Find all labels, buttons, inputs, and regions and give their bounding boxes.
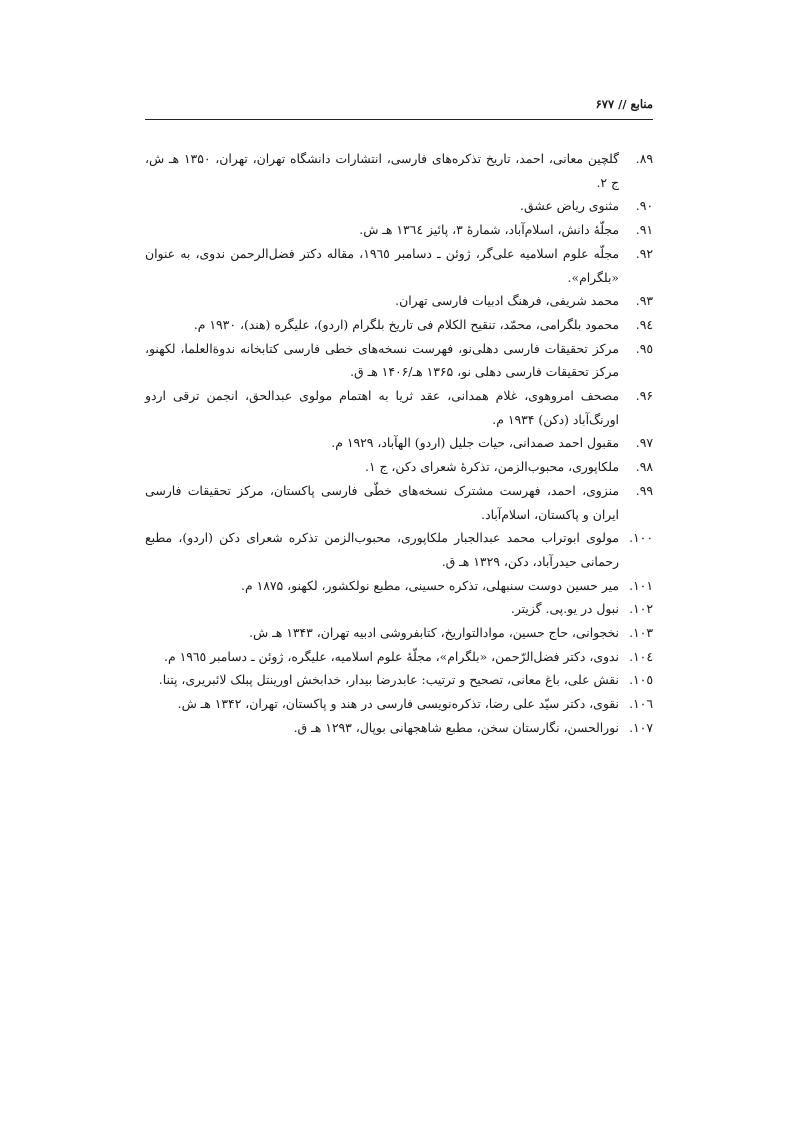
reference-number: ۹۲. xyxy=(635,245,653,261)
reference-item xyxy=(145,526,653,573)
reference-number: ۱۰۱. xyxy=(629,577,653,593)
reference-item xyxy=(145,574,653,598)
reference-number: ۱۰۲. xyxy=(629,601,653,617)
reference-item xyxy=(145,668,653,692)
reference-item xyxy=(145,621,653,645)
reference-item xyxy=(145,692,653,716)
reference-text: نبول در یو.پی. گزیتر. xyxy=(510,601,619,617)
reference-number: ۹۹. xyxy=(635,482,653,498)
reference-text: محمود بلگرامی، محمّد، تنقیح الکلام فی تاریخ بلگرام (اردو)، علیگره (هند)، ۱۹۳۰ م. xyxy=(193,316,619,332)
reference-text: مصحف امروهوی، غلام همدانی، عقد ثریا به اهتمام مولوی عبدالحق، انجمن ترقی اردو اورنگ‌آباد (دکن) ۱۹۳۴ م. xyxy=(145,388,619,427)
reference-text: مولوی ابوتراب محمد عبدالجبار ملکاپوری، محبوب‌الزمن تذکره شعرای دکن (اردو)، مطبع رحمانی حیدرآباد، دکن، ۱۳۲۹ هـ ق. xyxy=(145,530,619,569)
reference-text: گلچین معانی، احمد، تاریخ تذکره‌های فارسی، انتشارات دانشگاه تهران، تهران، ۱۳۵۰ هـ ش، ج ۲. xyxy=(145,151,620,190)
reference-item xyxy=(145,716,653,740)
reference-number: ۱۰۰. xyxy=(629,530,653,546)
reference-number: ۹۷. xyxy=(635,435,653,451)
reference-number: ۸۹. xyxy=(635,151,653,166)
reference-text: محمد شریفی، فرهنگ ادبیات فارسی تهران. xyxy=(395,293,619,309)
reference-item xyxy=(145,337,653,384)
reference-number: ۹۱. xyxy=(635,222,653,238)
reference-text: نورالحسن، نگارستان سخن، مطبع شاهجهانی بوپال، ۱۲۹۳ هـ ق. xyxy=(293,719,619,735)
reference-item xyxy=(145,242,653,289)
reference-number: ۹٤. xyxy=(635,316,653,332)
reference-text: مثنوی ریاض عشق. xyxy=(520,198,619,214)
reference-number: ۹۶. xyxy=(635,388,653,404)
reference-item xyxy=(145,479,653,526)
reference-text: مرکز تحقیقات فارسی دهلی‌نو، فهرست نسخه‌های خطی فارسی کتابخانه ندوةالعلما، لکهنو، مرکز تحقیقات فارسی دهلی نو، ۱۳۶۵ هـ/۱۴۰۶ هـ ق. xyxy=(145,340,619,380)
reference-number: ۹۳. xyxy=(635,293,653,309)
reference-text: مقبول احمد صمدانی، حیات جلیل (اردو) الهآباد، ۱۹۲۹ م. xyxy=(331,435,619,451)
reference-number: ۱۰٤. xyxy=(629,648,653,664)
reference-number: ۱۰٦. xyxy=(629,696,653,712)
reference-item xyxy=(145,147,653,194)
header-rule xyxy=(145,119,653,120)
reference-text: منزوی، احمد، فهرست مشترک نسخه‌های خطّی فارسی پاکستان، مرکز تحقیقات فارسی ایران و پاکستان، اسلام‌آباد. xyxy=(145,482,619,522)
reference-number: ۹۰. xyxy=(635,198,653,214)
running-header: منابع // ۶۷۷ xyxy=(595,97,653,111)
reference-item xyxy=(145,455,653,479)
reference-text: میر حسین دوست سنبهلی، تذکره حسینی، مطبع نولکشور، لکهنو، ۱۸۷۵ م. xyxy=(241,577,619,593)
reference-item xyxy=(145,645,653,669)
reference-item xyxy=(145,194,653,218)
reference-text: نقوی، دکتر سیّد علی رضا، تذکره‌نویسی فارسی در هند و پاکستان، تهران، ۱۳۴۲ هـ ش. xyxy=(177,696,619,712)
reference-number: ۱۰۳. xyxy=(629,625,653,641)
reference-number: ۱۰۷. xyxy=(629,719,653,735)
reference-text: ملکاپوری، محبوب‌الزمن، تذکرهٔ شعرای دکن، ج ۱. xyxy=(364,459,619,475)
reference-text: نخجوانی، حاج حسین، موادالتواریخ، کتابفروشی ادبیه تهران، ۱۳۴۳ هـ ش. xyxy=(249,625,619,641)
reference-item xyxy=(145,218,653,242)
reference-text: ندوی، دکتر فضل‌الرّحمن، «بلگرام»، مجلّهٔ علوم اسلامیه، علیگره، ژوئن ـ دسامبر ۱۹٦٥ م. xyxy=(164,648,619,664)
reference-number: ۱۰٥. xyxy=(629,672,653,688)
reference-number: ۹۸. xyxy=(635,459,653,475)
reference-text: نقش علی، باغ معانی، تصحیح و ترتیب: عابدرضا بیدار، خدابخش اورینتل پبلک لائبریری، پتنا. xyxy=(158,672,619,688)
reference-item xyxy=(145,431,653,455)
reference-item xyxy=(145,384,653,431)
reference-item xyxy=(145,597,653,621)
reference-number: ۹٥. xyxy=(635,340,653,356)
reference-text: مجلّهٔ دانش، اسلام‌آباد، شمارهٔ ۳، پائیز ١٣٦٤ هـ ش. xyxy=(359,222,619,238)
reference-text: مجلّه علوم اسلامیه علی‌گر، ژوئن ـ دسامبر ۱۹٦٥، مقاله دکتر فضل‌الرحمن ندوی، به عنوان «بلگرام». xyxy=(145,245,619,285)
reference-list xyxy=(145,147,653,740)
reference-item xyxy=(145,313,653,337)
reference-item xyxy=(145,289,653,313)
